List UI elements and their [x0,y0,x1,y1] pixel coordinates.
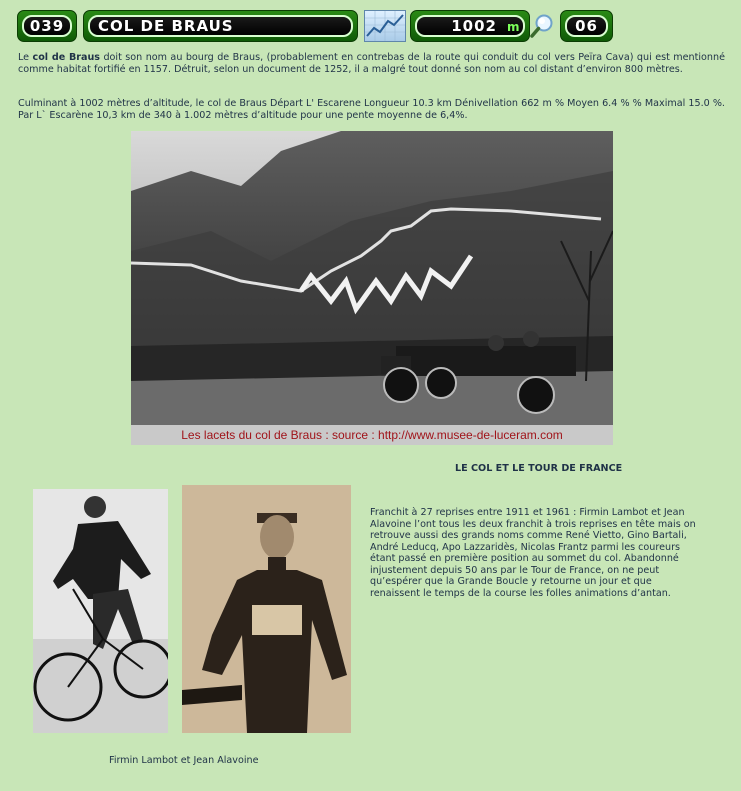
intro-bold-name: col de Braus [32,52,101,63]
altitude-value: 1002 [451,17,497,35]
photo-jean-alavoine [182,485,351,733]
section-title: LE COL ET LE TOUR DE FRANCE [455,463,623,474]
main-photo-caption: Les lacets du col de Braus : source : http://www.musee-de-luceram.com [131,425,613,445]
climb-title-badge [83,10,358,42]
tour-paragraph: Franchit à 27 reprises entre 1911 et 1961 : Firmin Lambot et Jean Alavoine l’ont tous les deux franchit à trois reprises en tête mais on retrouve aussi des grands noms comme René Vietto, Gino Bartali, André Leducq, Apo Lazzaridès, Nicolas Frantz parmi les coureurs étant passé en première position au sommet du col. Abandonné injustement depuis 50 ans par le Tour de France, on ne peut qu’espérer que la Grande Boucle y retourne un jour et que renaissent le temps de la course les folles animations d’antan. [370,507,696,599]
riders-caption: Firmin Lambot et Jean Alavoine [109,755,259,766]
altitude-badge [410,10,530,42]
profile-chart-icon[interactable] [364,10,406,42]
meter-icon: m [507,20,520,34]
climb-number: 039 [29,17,65,35]
header-bar [17,10,613,42]
main-photo [131,131,613,445]
intro-rest: doit son nom au bourg de Braus, (probablement en contrebas de la route qui conduit du col vers Peïra Cava) qui est mentionné comme habitat fortifié en 1157. Détruit, selon un document de 1252, il a malgré tout donné son nom au col distant d’environ 800 mètres. [18,52,725,75]
mountain-road-photo [131,131,613,425]
stats-paragraph: Culminant à 1002 mètres d’altitude, le col de Braus Départ L' Escarene Longueur 10.3 km Dénivellation 662 m % Moyen 6.4 % % Maximal 15.0 %. Par L` Escarène 10,3 km de 340 à 1.002 mètres d’altitude pour une pente moyenne de 6,4%. [18,98,725,121]
intro-lead: Le [18,52,33,63]
magnifier-icon[interactable] [528,11,558,41]
climb-title: COL DE BRAUS [98,17,234,35]
count-value: 06 [575,17,598,35]
count-badge [560,10,613,42]
photo-firmin-lambot [33,489,168,733]
intro-paragraph [18,52,725,76]
climb-number-badge [17,10,77,42]
